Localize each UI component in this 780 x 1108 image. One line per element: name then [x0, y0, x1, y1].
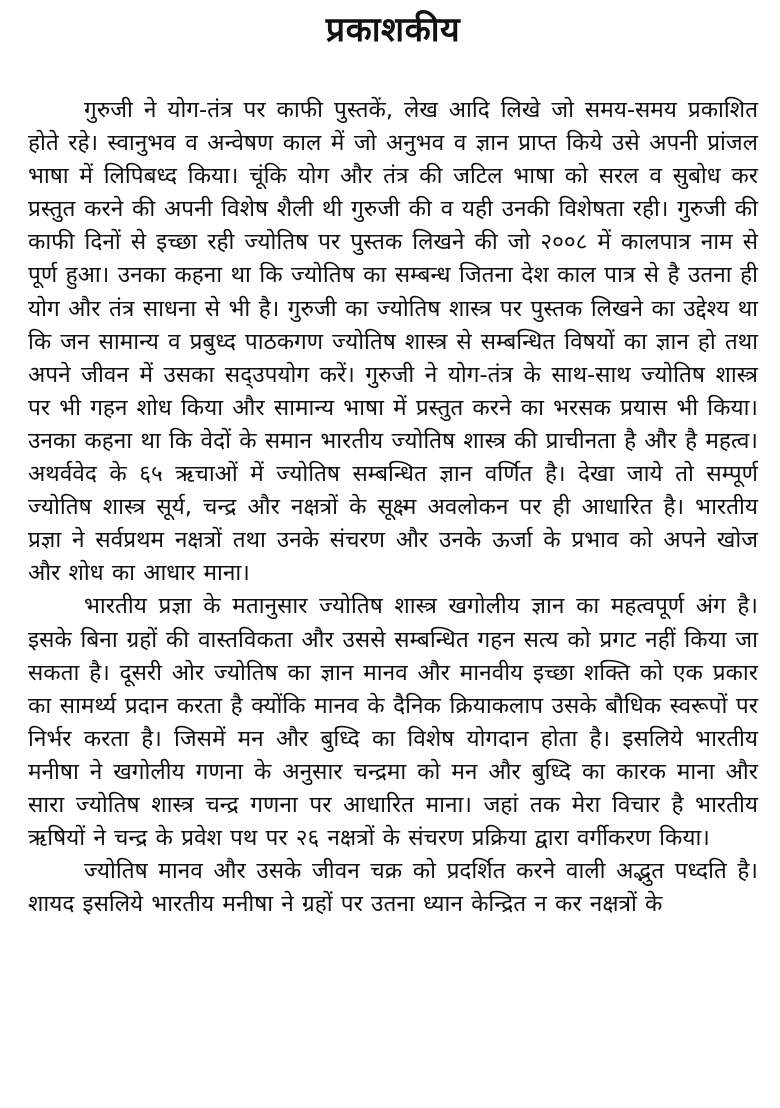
page-title: प्रकाशकीय	[325, 10, 461, 50]
paragraph-2: भारतीय प्रज्ञा के मतानुसार ज्योतिष शास्त्र खगोलीय ज्ञान का महत्वपूर्ण अंग है। इसके बिना ग्रहों की वास्तविकता और उससे सम्बन्धित गहन सत्य को प्रगट नहीं किया जा सकता है। दूसरी ओर ज्योतिष का ज्ञान मानव और मानवीय इच्छा शक्ति को एक प्रकार का सामर्थ्य प्रदान करता है क्योंकि मानव के दैनिक क्रियाकलाप उसके बौधिक स्वरूपों पर निर्भर करता है। जिसमें मन और बुध्दि का विशेष योगदान होता है। इसलिये भारतीय मनीषा ने खगोलीय गणना के अनुसार चन्द्रमा को मन और बुध्दि का कारक माना और सारा ज्योतिष शास्त्र चन्द्र गणना पर आधारित माना। जहां तक मेरा विचार है भारतीय ऋषियों ने चन्द्र के प्रवेश पथ पर २६ नक्षत्रों के संचरण प्रक्रिया द्वारा वर्गीकरण किया।	[28, 593, 759, 852]
paragraph-3: ज्योतिष मानव और उसके जीवन चक्र को प्रदर्शित करने वाली अद्भुत पध्दति है। शायद इसलिये भारतीय मनीषा ने ग्रहों पर उतना ध्यान केन्द्रित न कर नक्षत्रों के	[28, 858, 758, 918]
paragraph-1: गुरुजी ने योग-तंत्र पर काफी पुस्तकें, लेख आदि लिखे जो समय-समय प्रकाशित होते रहे। स्वानुभव व अन्वेषण काल में जो अनुभव व ज्ञान प्राप्त किये उसे अपनी प्रांजल भाषा में लिपिबध्द किया। चूंकि योग और तंत्र की जटिल भाषा को सरल व सुबोध कर प्रस्तुत करने की अपनी विशेष शैली थी गुरुजी की व यही उनकी विशेषता रही। गुरुजी की काफी दिनों से इच्छा रही ज्योतिष पर पुस्तक लिखने की जो २००८ में कालपात्र नाम से पूर्ण हुआ। उनका कहना था कि ज्योतिष का सम्बन्ध जितना देश काल पात्र से है उतना ही योग और तंत्र साधना से भी है। गुरुजी का ज्योतिष शास्त्र पर पुस्तक लिखने का उद्देश्य था कि जन सामान्य व प्रबुध्द पाठकगण ज्योतिष शास्त्र से सम्बन्धित विषयों का ज्ञान हो तथा अपने जीवन में उसका सद्उपयोग करें। गुरुजी ने योग-तंत्र के साथ-साथ ज्योतिष शास्त्र पर भी गहन शोध किया और सामान्य भाषा में प्रस्तुत करने का भरसक प्रयास भी किया। उनका कहना था कि वेदों के समान भारतीय ज्योतिष शास्त्र की प्राचीनता है और है महत्व। अथर्ववेद के ६५ ऋचाओं में ज्योतिष सम्बन्धित ज्ञान वर्णित है। देखा जाये तो सम्पूर्ण ज्योतिष शास्त्र सूर्य, चन्द्र और नक्षत्रों के सूक्ष्म अवलोकन पर ही आधारित है। भारतीय प्रज्ञा ने सर्वप्रथम नक्षत्रों तथा उनके संचरण और उनके ऊर्जा के प्रभाव को अपने खोज और शोध का आधार माना।	[28, 97, 758, 587]
